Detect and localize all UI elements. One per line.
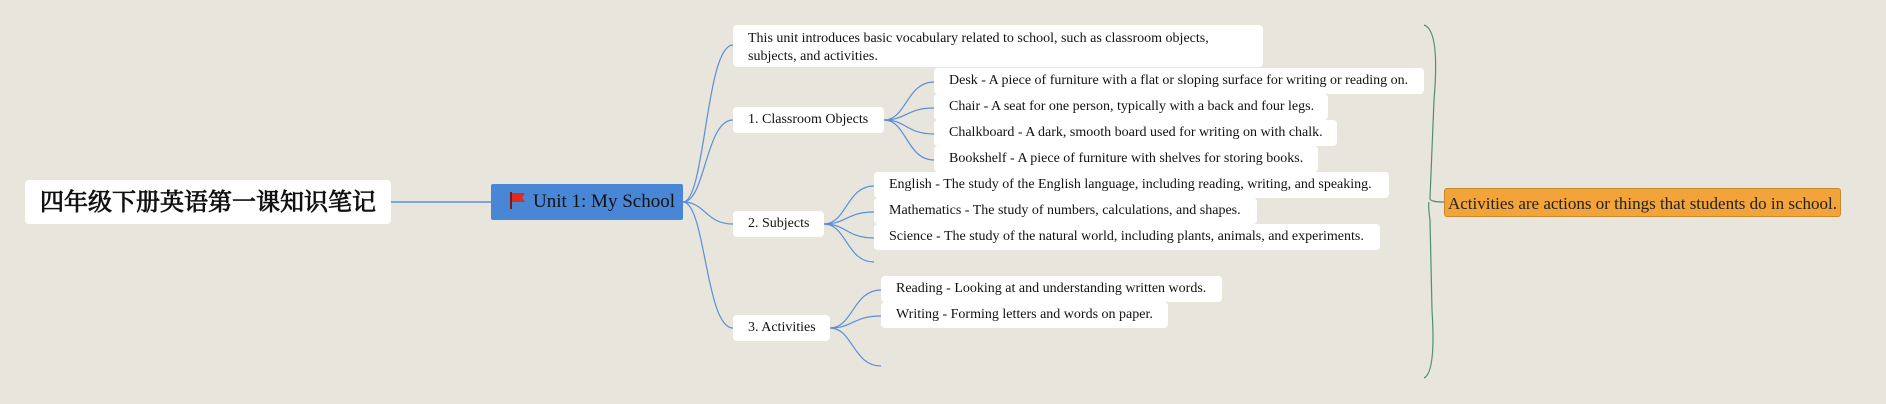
leaf-reading[interactable] bbox=[881, 276, 1222, 302]
leaf-chalkboard[interactable] bbox=[934, 120, 1337, 146]
leaf-text: Chair - A seat for one person, typically with a back and four legs. bbox=[949, 99, 1315, 114]
leaf-text: Bookshelf - A piece of furniture with shelves for storing books. bbox=[949, 151, 1304, 166]
leaf-chair[interactable] bbox=[934, 94, 1328, 120]
red-flag-icon bbox=[508, 191, 527, 210]
leaf-connector bbox=[884, 82, 934, 120]
root-title: 四年级下册英语第一课知识笔记 bbox=[40, 188, 376, 216]
branch-subjects[interactable] bbox=[733, 211, 824, 237]
leaf-text: Writing - Forming letters and words on paper. bbox=[896, 307, 1153, 322]
main-topic[interactable] bbox=[491, 184, 683, 220]
main-connector bbox=[683, 45, 733, 202]
main-topic-label: Unit 1: My School bbox=[533, 191, 675, 212]
main-connector bbox=[683, 202, 733, 224]
leaf-bookshelf[interactable] bbox=[934, 146, 1318, 172]
leaf-connector bbox=[830, 290, 881, 328]
leaf-text: Chalkboard - A dark, smooth board used for writing on with chalk. bbox=[949, 125, 1323, 140]
root-topic[interactable] bbox=[25, 180, 391, 224]
leaf-text: Science - The study of the natural world, including plants, animals, and experiments. bbox=[889, 229, 1364, 244]
leaf-science[interactable] bbox=[874, 224, 1380, 250]
leaf-connector bbox=[824, 186, 874, 224]
leaf-writing[interactable] bbox=[881, 302, 1168, 328]
leaf-desk[interactable] bbox=[934, 68, 1424, 94]
summary-note[interactable] bbox=[1444, 188, 1841, 217]
leaf-text: Mathematics - The study of numbers, calculations, and shapes. bbox=[889, 203, 1241, 218]
branch-label: 3. Activities bbox=[748, 320, 816, 335]
leaf-text: Desk - A piece of furniture with a flat or sloping surface for writing or reading on. bbox=[949, 73, 1409, 88]
summary-text: Activities are actions or things that students do in school. bbox=[1447, 194, 1838, 213]
leaf-connector bbox=[884, 120, 934, 160]
main-connector bbox=[683, 120, 733, 202]
branch-label: 2. Subjects bbox=[748, 216, 810, 231]
summary-bracket bbox=[1424, 25, 1444, 378]
branch-classroom-objects[interactable] bbox=[733, 107, 884, 133]
leaf-english[interactable] bbox=[874, 172, 1389, 198]
leaf-mathematics[interactable] bbox=[874, 198, 1257, 224]
branch-activities[interactable] bbox=[733, 315, 830, 341]
leaf-connector bbox=[830, 328, 881, 366]
main-connector bbox=[683, 202, 733, 328]
leaf-text: English - The study of the English language, including reading, writing, and speaking. bbox=[889, 177, 1372, 192]
leaf-text: Reading - Looking at and understanding written words. bbox=[896, 281, 1207, 296]
leaf-connector bbox=[824, 224, 874, 262]
branch-label: 1. Classroom Objects bbox=[748, 112, 869, 127]
intro-text: This unit introduces basic vocabulary related to school, such as classroom objects, subjects, and activities. bbox=[748, 31, 1209, 64]
intro-note[interactable] bbox=[733, 25, 1263, 67]
